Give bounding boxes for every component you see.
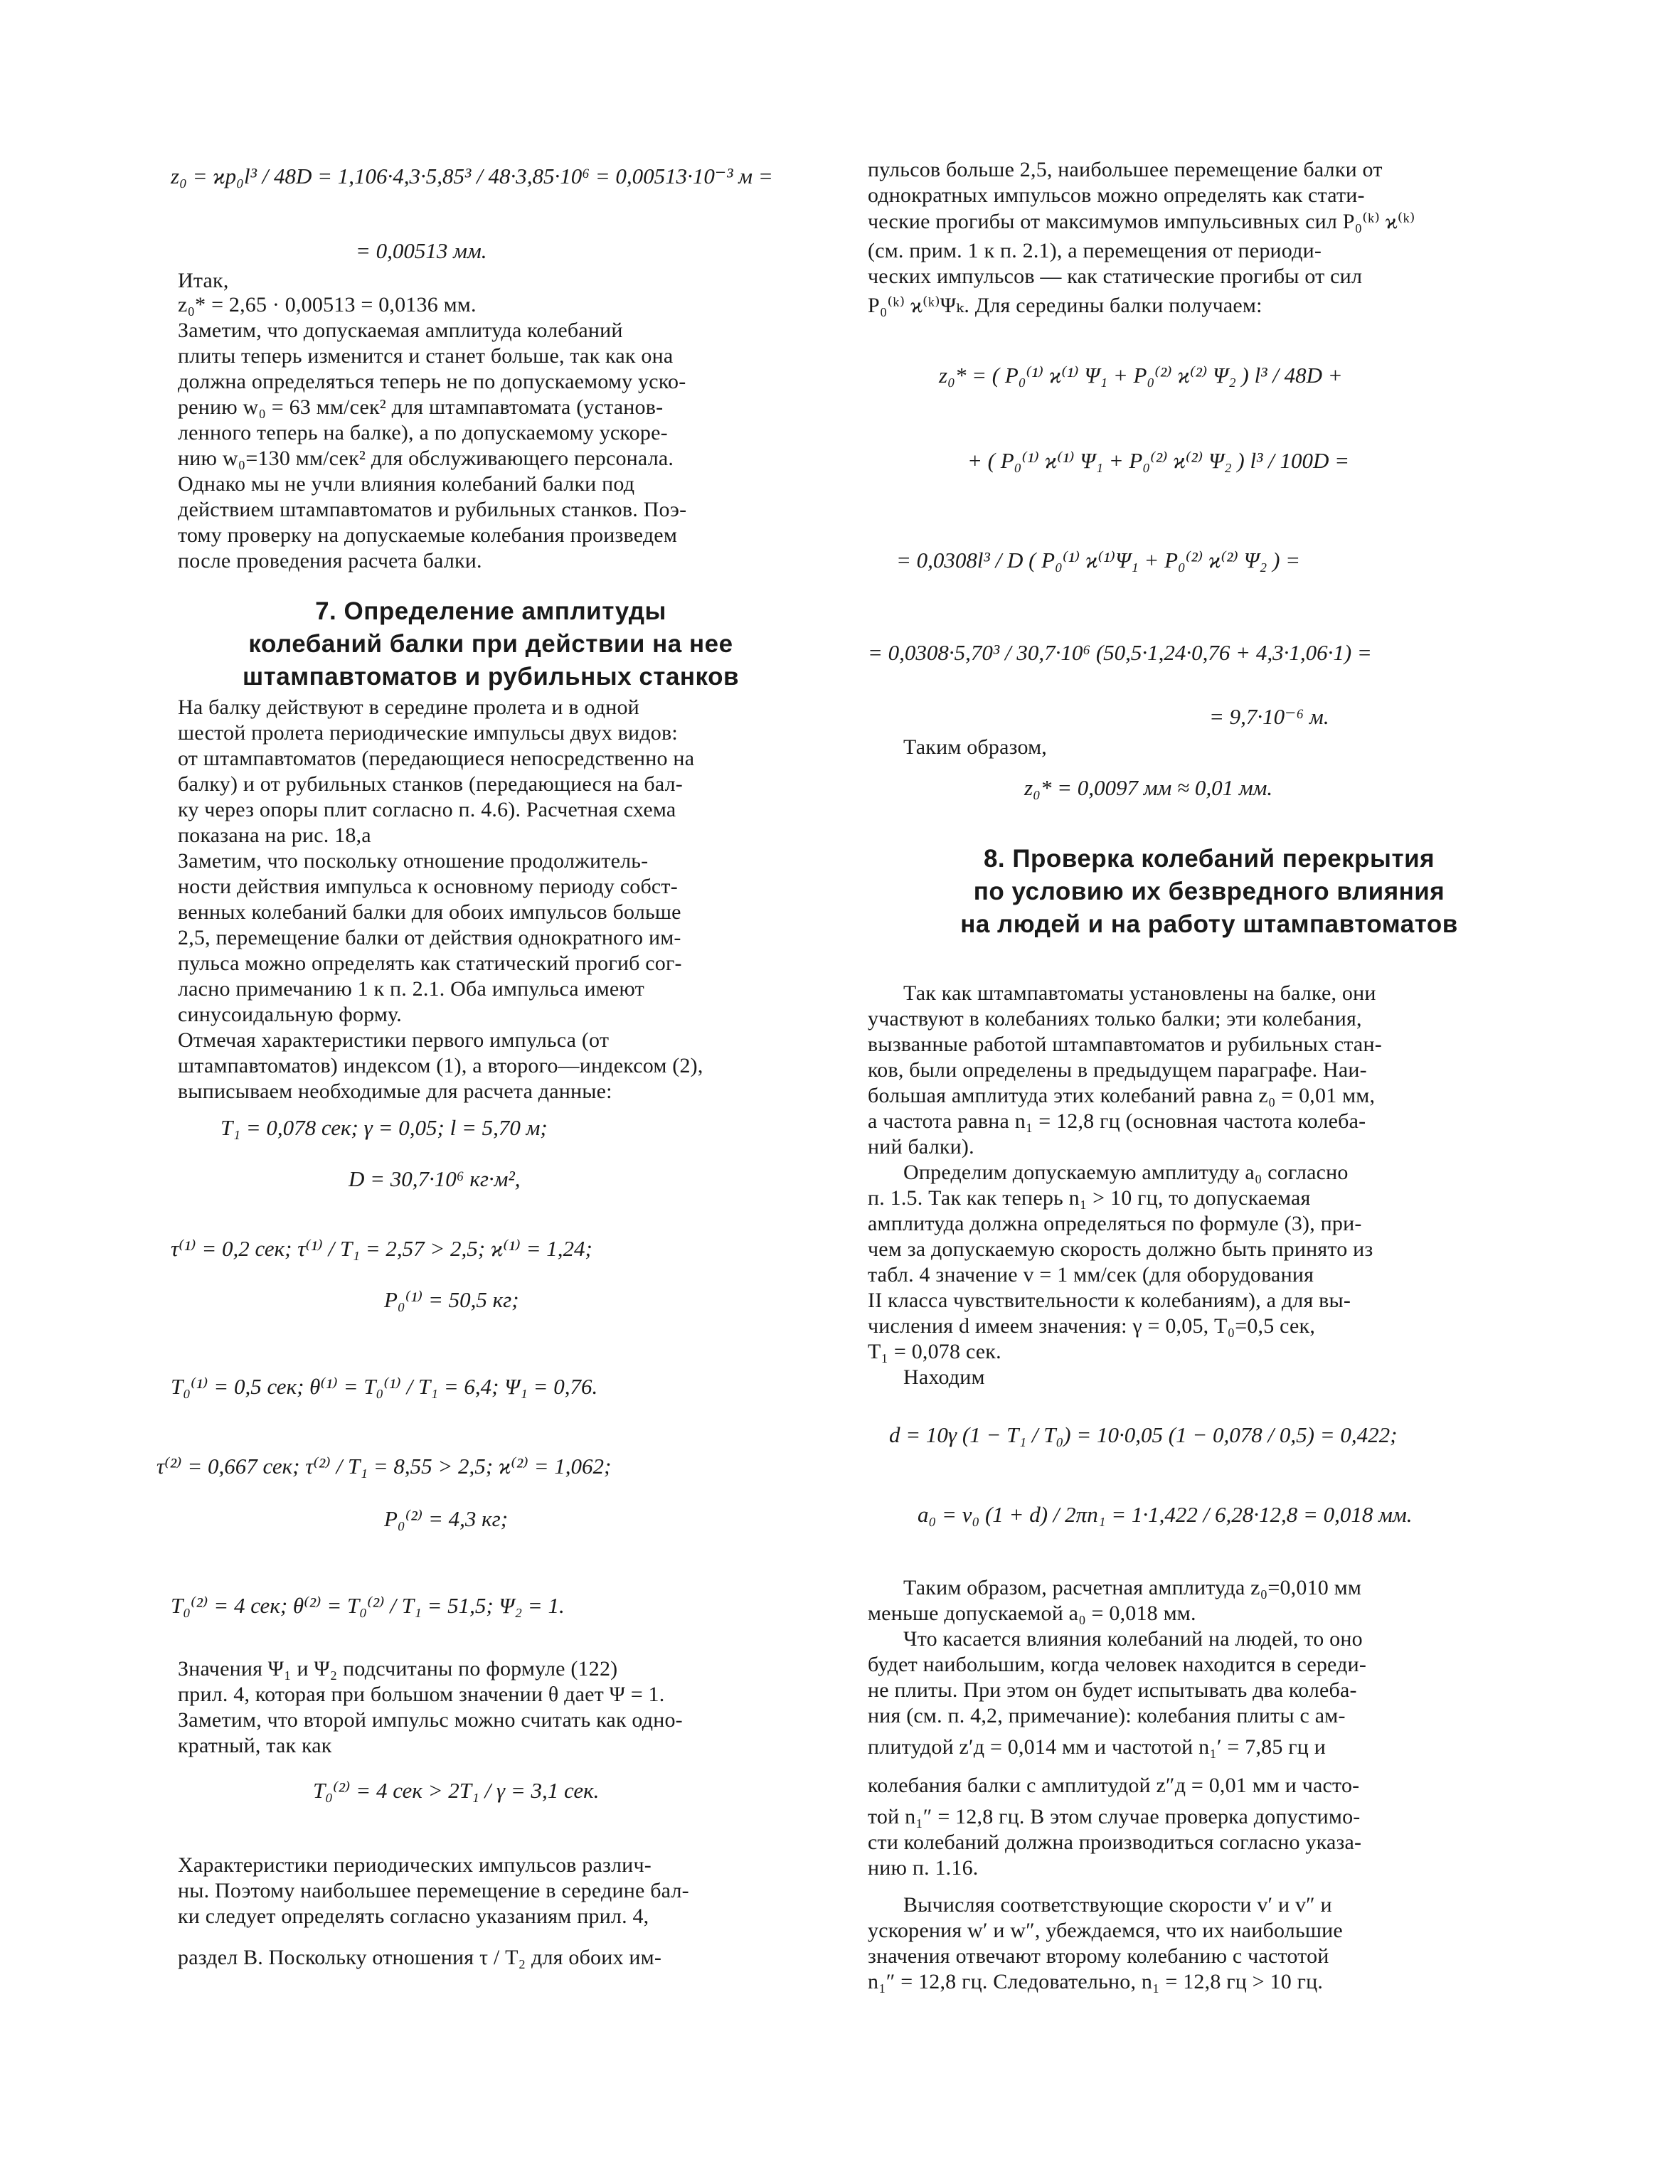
right-text-line-39: той n₁″ = 12,8 гц. В этом случае проверка допустимо- [868, 1805, 1361, 1828]
left-text-line-44: ны. Поэтому наибольшее перемещение в середине бал- [178, 1879, 689, 1902]
left-equation-34: T₀⁽¹⁾ = 0,5 сек; θ⁽¹⁾ = T₀⁽¹⁾ / T₁ = 6,4; Ψ₁ = 0,76. [171, 1374, 598, 1399]
right-text-line-41: нию п. 1.16. [868, 1856, 979, 1880]
left-text-line-26: синусоидальную форму. [178, 1003, 402, 1026]
left-equation-37: T₀⁽²⁾ = 4 сек; θ⁽²⁾ = T₀⁽²⁾ / T₁ = 51,5; Ψ₂ = 1. [171, 1593, 565, 1618]
right-equation-8: = 0,0308l³ / D ( P₀⁽¹⁾ ϰ⁽¹⁾Ψ₁ + P₀⁽²⁾ ϰ⁽²⁾ Ψ₂ ) = [896, 548, 1301, 572]
left-text-line-6: должна определяться теперь не по допускаемому уско- [178, 370, 686, 393]
right-text-line-19: ний балки). [868, 1135, 974, 1158]
right-text-line-24: табл. 4 значение v = 1 мм/сек (для оборудования [868, 1263, 1314, 1287]
right-text-line-1: однократных импульсов можно определять как стати- [868, 183, 1365, 207]
left-text-line-17: балку) и от рубильных станков (передающиеся на бал- [178, 772, 683, 796]
right-text-line-5: P₀⁽ᵏ⁾ ϰ⁽ᵏ⁾Ψₖ. Для середины балки получаем: [868, 294, 1262, 317]
right-text-line-0: пульсов больше 2,5, наибольшее перемещение балки от [868, 158, 1383, 181]
right-text-line-45: n₁″ = 12,8 гц. Следовательно, n₁ = 12,8 гц > 10 гц. [868, 1970, 1324, 1993]
left-equation-30: T₁ = 0,078 сек; γ = 0,05; l = 5,70 м; [220, 1115, 548, 1140]
right-text-line-13: Так как штампавтоматы установлены на балке, они [903, 981, 1376, 1005]
left-text-line-8: ленного теперь на балке), а по допускаемому ускоре- [178, 421, 668, 444]
left-text-line-39: прил. 4, которая при большом значении θ дает Ψ = 1. [178, 1683, 665, 1706]
right-equation-7: + ( P₀⁽¹⁾ ϰ⁽¹⁾ Ψ₁ + P₀⁽²⁾ ϰ⁽²⁾ Ψ₂ ) l³ / 100D = [967, 448, 1350, 473]
left-text-line-24: пульса можно определять как статический прогиб сог- [178, 952, 682, 975]
left-text-line-16: от штампавтоматов (передающиеся непосредственно на [178, 747, 695, 770]
right-equation-12: z₀* = 0,0097 мм ≈ 0,01 мм. [1024, 775, 1273, 800]
left-text-line-41: кратный, так как [178, 1734, 332, 1757]
left-equation-1: = 0,00513 мм. [356, 238, 487, 263]
left-text-line-11: действием штампавтоматов и рубильных станков. Поэ- [178, 498, 687, 521]
right-text-line-31: Таким образом, расчетная амплитуда z₀=0,010 мм [903, 1576, 1362, 1599]
left-text-line-25: ласно примечанию 1 к п. 2.1. Оба импульса имеют [178, 977, 644, 1001]
left-text-line-10: Однако мы не учли влияния колебаний балки под [178, 472, 635, 496]
right-equation-30: a₀ = v₀ (1 + d) / 2πn₁ = 1·1,422 / 6,28·12,8 = 0,018 мм. [918, 1502, 1413, 1527]
left-text-line-5: плиты теперь изменится и станет больше, так как она [178, 344, 674, 368]
right-text-line-23: чем за допускаемую скорость должно быть принято из [868, 1237, 1373, 1261]
left-text-line-13: после проведения расчета балки. [178, 549, 482, 572]
right-equation-9: = 0,0308·5,70³ / 30,7·10⁶ (50,5·1,24·0,76 + 4,3·1,06·1) = [868, 640, 1372, 665]
left-text-line-27: Отмечая характеристики первого импульса (от [178, 1028, 610, 1052]
left-text-line-12: тому проверку на допускаемые колебания произведем [178, 523, 678, 547]
right-text-line-18: а частота равна n₁ = 12,8 гц (основная частота колеба- [868, 1109, 1366, 1133]
left-text-line-7: рению w₀ = 63 мм/сек² для штампавтомата (установ- [178, 395, 664, 419]
right-text-line-4: ческих импульсов — как статические прогибы от сил [868, 265, 1363, 288]
left-equation-35: τ⁽²⁾ = 0,667 сек; τ⁽²⁾ / T₁ = 8,55 > 2,5; ϰ⁽²⁾ = 1,062; [156, 1454, 612, 1479]
left-text-line-14: На балку действуют в середине пролета и в одной [178, 696, 639, 719]
right-text-line-38: колебания балки с амплитудой z″д = 0,01 мм и часто- [868, 1774, 1360, 1797]
left-text-line-9: нию w₀=130 мм/сек² для обслуживающего персонала. [178, 447, 674, 470]
right-text-line-43: ускорения w′ и w″, убеждаемся, что их наибольшие [868, 1919, 1343, 1942]
left-equation-32: τ⁽¹⁾ = 0,2 сек; τ⁽¹⁾ / T₁ = 2,57 > 2,5; ϰ⁽¹⁾ = 1,24; [171, 1236, 592, 1261]
right-text-line-27: T₁ = 0,078 сек. [868, 1340, 1001, 1363]
right-text-line-25: II класса чувствительности к колебаниям), а для вы- [868, 1289, 1351, 1312]
left-text-line-38: Значения Ψ₁ и Ψ₂ подсчитаны по формуле (122) [178, 1657, 618, 1680]
right-text-line-11: Таким образом, [903, 735, 1047, 759]
left-text-line-4: Заметим, что допускаемая амплитуда колебаний [178, 319, 623, 342]
right-text-line-33: Что касается влияния колебаний на людей, то оно [903, 1627, 1363, 1651]
left-text-line-46: раздел В. Поскольку отношения τ / T₂ для обоих им- [178, 1946, 662, 1969]
left-text-line-2: Итак, [178, 269, 229, 292]
right-text-line-37: плитудой z′д = 0,014 мм и частотой n₁′ = 7,85 гц и [868, 1735, 1326, 1759]
left-equation-36: P₀⁽²⁾ = 4,3 кг; [384, 1506, 509, 1531]
section-7-heading-line-1: 7. Определение амплитуды [315, 597, 666, 625]
right-text-line-2: ческие прогибы от максимумов импульсивных сил P₀⁽ᵏ⁾ ϰ⁽ᵏ⁾ [868, 210, 1415, 233]
right-text-line-3: (см. прим. 1 к п. 2.1), а перемещения от периоди- [868, 239, 1322, 262]
left-text-line-18: ку через опоры плит согласно п. 4.6). Расчетная схема [178, 798, 676, 821]
right-text-line-15: вызванные работой штампавтоматов и рубильных стан- [868, 1033, 1382, 1056]
right-equation-29: d = 10γ (1 − T₁ / T₀) = 10·0,05 (1 − 0,078 / 0,5) = 0,422; [889, 1422, 1398, 1447]
right-text-line-17: большая амплитуда этих колебаний равна z₀ = 0,01 мм, [868, 1084, 1376, 1107]
section-8-heading-line-1: 8. Проверка колебаний перекрытия [983, 845, 1435, 873]
left-text-line-45: ки следует определять согласно указаниям прил. 4, [178, 1905, 649, 1928]
right-equation-10: = 9,7·10⁻⁶ м. [1209, 704, 1329, 729]
right-text-line-36: ния (см. п. 4,2, примечание): колебания плиты с ам- [868, 1704, 1346, 1727]
left-equation-31: D = 30,7·10⁶ кг·м², [349, 1166, 521, 1191]
right-text-line-14: участвуют в колебаниях только балки; эти колебания, [868, 1007, 1362, 1030]
left-text-line-22: венных колебаний балки для обоих импульсов больше [178, 900, 681, 924]
left-text-line-19: показана на рис. 18,а [178, 824, 371, 847]
left-text-line-3: z₀* = 2,65 · 0,00513 = 0,0136 мм. [178, 293, 477, 316]
right-text-line-40: сти колебаний должна производиться согласно указа- [868, 1831, 1362, 1854]
right-text-line-20: Определим допускаемую амплитуду a₀ согласно [903, 1161, 1349, 1184]
right-text-line-22: амплитуда должна определяться по формуле (3), при- [868, 1212, 1362, 1235]
right-text-line-44: значения отвечают второму колебанию с частотой [868, 1944, 1329, 1968]
section-8-heading-line-3: на людей и на работу штампавтоматов [960, 910, 1458, 938]
left-text-line-29: выписываем необходимые для расчета данные: [178, 1080, 612, 1103]
right-text-line-42: Вычисляя соответствующие скорости v′ и v″ и [903, 1893, 1332, 1917]
section-8-heading-line-2: по условию их безвредного влияния [973, 878, 1445, 905]
left-equation-33: P₀⁽¹⁾ = 50,5 кг; [384, 1287, 519, 1312]
left-text-line-23: 2,5, перемещение балки от действия однократного им- [178, 926, 681, 949]
left-text-line-43: Характеристики периодических импульсов различ- [178, 1853, 652, 1877]
left-text-line-15: шестой пролета периодические импульсы двух видов: [178, 721, 678, 745]
right-text-line-32: меньше допускаемой a₀ = 0,018 мм. [868, 1602, 1196, 1625]
left-equation-42: T₀⁽²⁾ = 4 сек > 2T₁ / γ = 3,1 сек. [313, 1778, 600, 1803]
left-equation-0: z₀ = ϰp₀l³ / 48D = 1,106·4,3·5,85³ / 48·3,85·10⁶ = 0,00513·10⁻³ м = [171, 164, 773, 188]
right-equation-6: z₀* = ( P₀⁽¹⁾ ϰ⁽¹⁾ Ψ₁ + P₀⁽²⁾ ϰ⁽²⁾ Ψ₂ ) l³ / 48D + [939, 363, 1343, 388]
right-text-line-21: п. 1.5. Так как теперь n₁ > 10 гц, то допускаемая [868, 1186, 1311, 1210]
left-text-line-40: Заметим, что второй импульс можно считать как одно- [178, 1708, 683, 1732]
right-text-line-16: ков, были определены в предыдущем параграфе. Наи- [868, 1058, 1367, 1082]
left-text-line-21: ности действия импульса к основному периоду собст- [178, 875, 678, 898]
section-7-heading-line-2: колебаний балки при действии на нее [248, 630, 733, 658]
right-text-line-26: числения d имеем значения: γ = 0,05, T₀=0,5 сек, [868, 1314, 1316, 1338]
right-text-line-35: не плиты. При этом он будет испытывать два колеба- [868, 1678, 1357, 1702]
section-7-heading-line-3: штампавтоматов и рубильных станков [242, 663, 739, 691]
right-text-line-28: Находим [903, 1365, 985, 1389]
left-text-line-20: Заметим, что поскольку отношение продолжитель- [178, 849, 649, 873]
right-text-line-34: будет наибольшим, когда человек находится в середи- [868, 1653, 1367, 1676]
left-text-line-28: штампавтоматов) индексом (1), а второго—индексом (2), [178, 1054, 703, 1077]
